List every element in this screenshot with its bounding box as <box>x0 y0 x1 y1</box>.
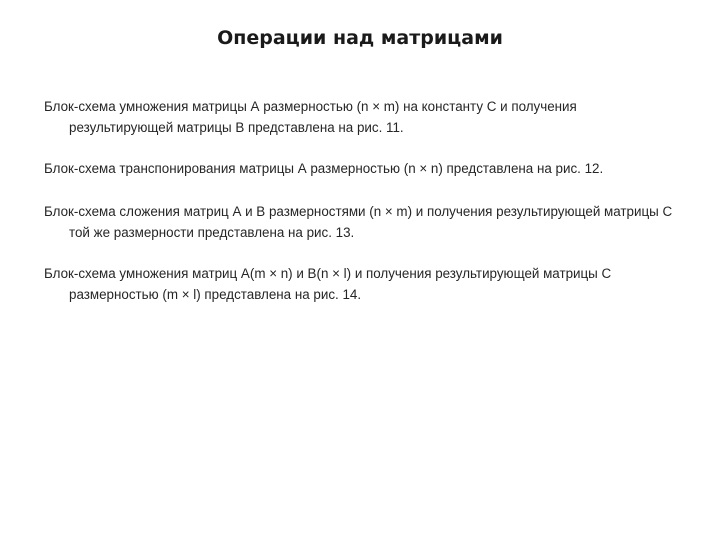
paragraph-scalar-multiplication: Блок-схема умножения матрицы А размерностью (n × m) на константу С и получения результирующей матрицы В представлена на рис. 11. <box>44 99 577 135</box>
paragraph-transposition: Блок-схема транспонирования матрицы А размерностью (n × n) представлена на рис. 12. <box>44 161 604 176</box>
slide-body <box>44 96 674 325</box>
paragraph-matrix-multiplication: Блок-схема умножения матриц A(m × n) и B(n × l) и получения результирующей матрицы C размерностью (m × l) представлена на рис. 14. <box>44 266 612 302</box>
slide-title: Операции над матрицами <box>217 27 503 49</box>
paragraph-matrix-addition: Блок-схема сложения матриц А и В размерностями (n × m) и получения результирующей матрицы С той же размерности представлена на рис. 13. <box>44 204 673 240</box>
